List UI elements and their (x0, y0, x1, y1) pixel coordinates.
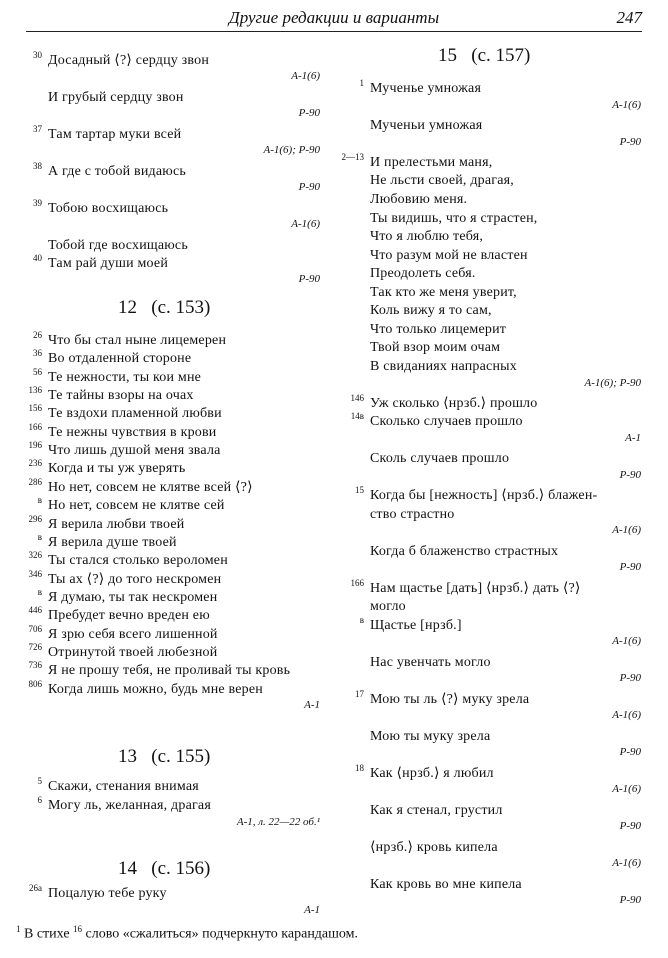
verse-line: Но нет, совсем не клятве всей ⟨?⟩ (48, 479, 253, 495)
source-siglum: Р-90 (619, 468, 641, 481)
source-siglum: А-1 (304, 699, 320, 711)
verse-line: Сколь случаев прошло (370, 451, 510, 467)
verse-line: Что я люблю тебя, (370, 229, 484, 245)
header-rule (26, 31, 642, 32)
verse-number: 146 (350, 392, 364, 403)
verse-line: Те вздохи пламенной любви (48, 406, 222, 422)
verse-line: Нас увенчать могло (370, 654, 491, 670)
footnote-mark: 1 (16, 924, 21, 934)
verse-number: 39 (33, 198, 42, 208)
verse-number: 26а (29, 883, 42, 893)
verse-line: Когда бы [нежность] ⟨нрзб.⟩ блажен- (370, 488, 598, 504)
verse-line: Ты видишь, что я страстен, (370, 210, 538, 226)
source-siglum: А-1(6); Р-90 (263, 144, 320, 156)
verse-line: Твой взор моим очам (370, 340, 501, 356)
verse-number: 17 (355, 688, 364, 699)
section-heading-12: 12 (с. 153) (118, 297, 211, 318)
section-heading-13: 13 (с. 155) (118, 746, 211, 767)
verse-line: Но нет, совсем не клятве сей (48, 498, 225, 514)
verse-line: Там тартар муки всей (48, 127, 182, 142)
source-siglum: А-1(6) (612, 709, 641, 722)
verse-line: А где с тобой видаюсь (48, 164, 186, 179)
source-siglum: Р-90 (619, 820, 641, 833)
verse-line: могло (370, 599, 406, 615)
verse-line: В свиданиях напрасных (370, 358, 517, 374)
source-siglum: Р-90 (619, 561, 641, 574)
footnote-text-b: слово «сжалиться» подчеркнуто карандашом. (85, 926, 359, 942)
verse-number: 40 (33, 253, 42, 263)
verse-number: 14в (350, 411, 364, 422)
verse-line: Не льсти своей, драгая, (370, 173, 514, 189)
verse-line: Когда лишь можно, будь мне верен (48, 681, 263, 697)
verse-number: 136 (28, 385, 42, 396)
verse-line: Пребудет вечно вреден ею (48, 608, 210, 624)
section-heading-14: 14 (с. 156) (118, 858, 211, 879)
footnote (16, 924, 358, 943)
verse-number: в (37, 495, 42, 506)
verse-line: Я не прошу тебя, не проливай ты кровь (48, 663, 291, 679)
verse-line: Я думаю, ты так нескромен (48, 589, 218, 605)
verse-line: Там рай души моей (48, 256, 169, 271)
verse-line: Преодолеть себя. (370, 266, 476, 282)
source-siglum: А-1(6) (612, 783, 641, 796)
verse-line: Как ⟨нрзб.⟩ я любил (370, 765, 494, 781)
source-siglum: Р-90 (298, 107, 320, 119)
verse-number: 18 (355, 762, 364, 773)
footnote-text-a: В стихе (24, 926, 70, 942)
verse-line: Уж сколько ⟨нрзб.⟩ прошло (370, 395, 538, 411)
verse-number: 166 (350, 577, 364, 588)
verse-number: 56 (33, 366, 42, 377)
verse-line: Нам щастье [дать] ⟨нрзб.⟩ дать ⟨?⟩ (370, 580, 581, 596)
verse-number: 1 (359, 78, 364, 88)
verse-number: 166 (28, 421, 42, 432)
source-siglum: А-1(6) (612, 524, 641, 537)
source-siglum: Р-90 (619, 672, 641, 685)
verse-number: 726 (28, 641, 42, 652)
verse-line: Когда и ты уж уверять (48, 461, 186, 477)
verse-number: в (359, 614, 364, 625)
verse-number: 26 (33, 330, 42, 340)
verse-line: Могу ль, желанная, драгая (48, 798, 211, 813)
footnote-verse-number: 16 (73, 924, 83, 934)
verse-line: Те нежности, ты кои мне (48, 369, 202, 385)
source-siglum: А-1, л. 22—22 об.¹ (236, 816, 320, 828)
verse-line: Тобой где восхищаюсь (48, 238, 188, 253)
verse-line: Так кто же меня уверит, (370, 284, 517, 300)
verse-number: 2—13 (341, 151, 364, 162)
verse-number: 236 (28, 458, 42, 469)
verse-line: Мою ты муку зрела (370, 728, 491, 744)
verse-line: Что разум мой не властен (370, 247, 528, 263)
source-siglum: А-1(6) (612, 98, 641, 111)
verse-number: 446 (28, 605, 42, 616)
source-siglum: Р-90 (619, 746, 641, 759)
verse-number: в (37, 586, 42, 597)
verse-line: Что только лицемерит (370, 321, 507, 337)
verse-line: Я верила душе твоей (48, 534, 177, 550)
verse-number: 706 (28, 623, 42, 634)
verse-line: Я верила любви твоей (48, 516, 185, 532)
verse-number: 6 (37, 795, 42, 805)
verse-number: 30 (33, 50, 42, 60)
verse-line: Что бы стал ныне лицемерен (48, 333, 227, 348)
verse-line: Те тайны взоры на очах (48, 388, 194, 404)
verse-line: Мученье умножая (370, 81, 482, 96)
verse-line: Я зрю себя всего лишенной (48, 626, 218, 642)
running-title: Другие редакции и варианты (228, 8, 440, 27)
verse-line: Когда б блаженство страстных (370, 543, 559, 559)
verse-number: 346 (28, 568, 42, 579)
verse-line: ство страстно (370, 506, 455, 522)
source-siglum: Р-90 (619, 135, 641, 148)
verse-line: Тобою восхищаюсь (48, 201, 169, 216)
verse-line: Как я стенал, грустил (370, 802, 503, 818)
verse-number: в (37, 531, 42, 542)
verse-line: Как кровь во мне кипела (370, 876, 522, 892)
verse-line: Мученьи умножая (370, 117, 483, 133)
verse-number: 36 (33, 348, 42, 359)
verse-number: 38 (33, 161, 42, 171)
source-siglum: А-1 (625, 432, 641, 444)
verse-line: Ты стался столько вероломен (48, 553, 228, 569)
page-number: 247 (616, 8, 642, 27)
verse-line: Досадный ⟨?⟩ сердцу звон (48, 53, 210, 68)
verse-line: Скажи, стенания внимая (48, 779, 199, 794)
verse-number: 156 (28, 403, 42, 414)
source-siglum: Р-90 (298, 273, 320, 285)
verse-number: 5 (37, 776, 42, 786)
source-siglum: А-1(6) (291, 70, 320, 82)
verse-number: 286 (28, 476, 42, 487)
verse-line: Сколько случаев прошло (370, 414, 523, 430)
verse-line: Любовию меня. (370, 192, 468, 207)
verse-line: Отринутой твоей любезной (48, 644, 218, 660)
verse-line: Те нежны чувствия в крови (48, 424, 217, 440)
verse-line: Во отдаленной стороне (48, 351, 192, 367)
verse-line: Коль вижу я то сам, (370, 303, 492, 319)
source-siglum: А-1(6) (612, 635, 641, 648)
verse-line: И прелестьми маня, (370, 154, 493, 170)
source-siglum: Р-90 (298, 181, 320, 193)
verse-number: 296 (28, 513, 42, 524)
verse-number: 15 (355, 485, 364, 496)
verse-line: Мою ты ль ⟨?⟩ муку зрела (370, 691, 530, 707)
verse-number: 37 (33, 124, 42, 134)
source-siglum: А-1(6); Р-90 (584, 376, 641, 389)
verse-line: Ты ах ⟨?⟩ до того нескромен (48, 571, 222, 587)
source-siglum: А-1(6) (612, 857, 641, 870)
source-siglum: Р-90 (619, 894, 641, 907)
verse-line: Щастье [нрзб.] (370, 617, 462, 633)
verse-line: Что лишь душой меня звала (48, 443, 221, 459)
source-siglum: А-1(6) (291, 218, 320, 230)
verse-line: ⟨нрзб.⟩ кровь кипела (370, 839, 498, 855)
verse-number: 736 (28, 660, 42, 671)
verse-line: И грубый сердцу звон (48, 90, 184, 105)
source-siglum: А-1 (304, 904, 320, 916)
verse-number: 196 (28, 440, 42, 451)
section-heading-15: 15 (с. 157) (438, 45, 531, 66)
verse-line: Поцалую тебе руку (48, 886, 167, 901)
verse-number: 326 (28, 550, 42, 561)
verse-number: 806 (28, 678, 42, 689)
